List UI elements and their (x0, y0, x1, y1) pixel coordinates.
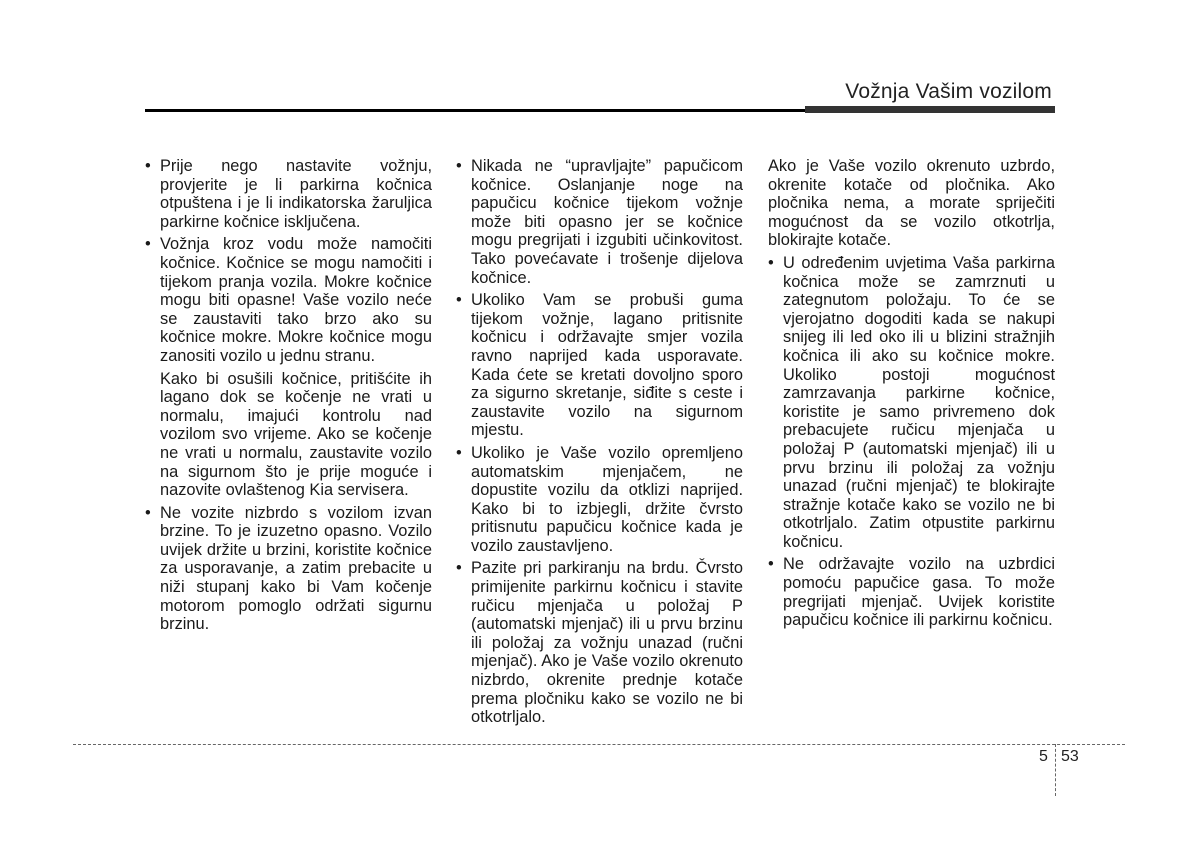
text-column-3 (768, 157, 1055, 634)
chapter-number: 5 (1039, 748, 1048, 765)
paragraph: Ako je Vaše vozilo okrenuto uzbrdo, okrenite kotače od pločnika. Ako pločnika nema, a morate spriječiti mogućnost da se vozilo otkotrlja, blokirajte kotače. (768, 157, 1055, 250)
footer-divider (1055, 744, 1056, 796)
bullet-item: • Pazite pri parkiranju na brdu. Čvrsto primijenite parkirnu kočnicu i stavite ručicu mjenjača u položaj P (automatski mjenjač) ili u prvu brzinu ili položaj za vožnju unazad (ručni mjenjač). Ako je Vaše vozilo okrenuto nizbrdo, okrenite prednje kotače prema pločniku kako se vozilo ne bi otkotrljalo. (456, 559, 743, 726)
page-number: 53 (1061, 748, 1079, 765)
bullet-item: • Prije nego nastavite vožnju, provjerite je li parkirna kočnica otpuštena i je li indikatorska žaruljica parkirne kočnice isključena. (145, 157, 432, 231)
bullet-item: • Vožnja kroz vodu može namočiti kočnice. Kočnice se mogu namočiti i tijekom pranja vozila. Mokre kočnice mogu biti opasne! Vaše vozilo neće se zaustaviti tako brzo ako su kočnice mokre. Mokre kočnice mogu zanositi vozilo u jednu stranu. (145, 235, 432, 365)
text-column-1 (145, 157, 432, 638)
bullet-item: • Ne održavajte vozilo na uzbrdici pomoću papučice gasa. To može pregrijati mjenjač. Uvijek koristite papučicu kočnice ili parkirnu kočnicu. (768, 555, 1055, 629)
bullet-item: • Ukoliko je Vaše vozilo opremljeno automatskim mjenjačem, ne dopustite vozilu da otklizi naprijed. Kako bi to izbjegli, držite čvrsto pritisnutu papučicu kočnice kada je vozilo zaustavljeno. (456, 444, 743, 556)
paragraph: Kako bi osušili kočnice, pritišćite ih lagano dok se kočenje ne vrati u normalu, imajući kontrolu nad vozilom svo vrijeme. Ako se kočenje ne vrati u normalu, zaustavite vozilo na sigurnom što je prije moguće i nazovite ovlaštenog Kia servisera. (160, 369, 432, 500)
bullet-item: • Ne vozite nizbrdo s vozilom izvan brzine. To je izuzetno opasno. Vozilo uvijek držite u brzini, koristite kočnice za usporavanje, a zatim prebacite u niži stupanj kako bi Vam kočenje motorom pomoglo održati sigurnu brzinu. (145, 504, 432, 634)
text-column-2 (456, 157, 743, 731)
bullet-item: • Ukoliko Vam se probuši guma tijekom vožnje, lagano pritisnite kočnicu i održavajte smjer vozila ravno naprijed kada usporavate. Kada ćete se kretati dovoljno sporo za sigurno skretanje, siđite s ceste i zaustavite vozilo na sigurnom mjestu. (456, 291, 743, 440)
header-rule-accent (805, 106, 1055, 113)
page-header-title: Vožnja Vašim vozilom (845, 80, 1052, 103)
bullet-item: • U određenim uvjetima Vaša parkirna kočnica može se zamrznuti u zategnutom položaju. To će se vjerojatno dogoditi kada se nakupi snijeg ili led oko ili u blizini stražnjih kočnica ili ako su kočnice mokre. Ukoliko postoji mogućnost zamrzavanja parkirne kočnice, koristite je samo privremeno dok prebacujete ručicu mjenjača u položaj P (automatski mjenjač) ili u prvu brzinu ili položaj za vožnju unazad (ručni mjenjač) te blokirajte stražnje kotače kako se vozilo ne bi otkotrljalo. Zatim otpustite parkirnu kočnicu. (768, 254, 1055, 552)
bullet-item: • Nikada ne “upravljajte” papučicom kočnice. Oslanjanje noge na papučicu kočnice tijekom vožnje može biti opasno jer se kočnice mogu pregrijati i izgubiti učinkovitost. Tako povećavate i trošenje dijelova kočnice. (456, 157, 743, 287)
footer-rule (73, 744, 1125, 745)
